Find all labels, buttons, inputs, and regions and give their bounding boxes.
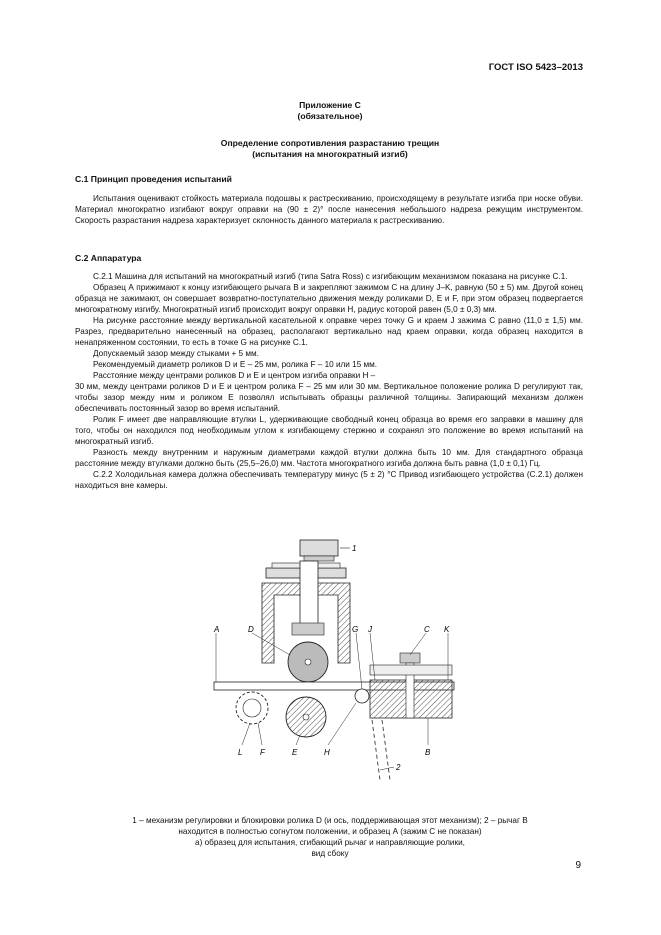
label-k: K — [444, 625, 450, 634]
mandrel-h — [355, 689, 369, 703]
label-e: E — [292, 748, 298, 757]
caption-line: находится в полностью согнутом положении, и образец А (зажим С не показан) — [178, 827, 482, 836]
paragraph: Испытания оценивают стойкость материала подошвы к растрескиванию, происходящему в результате изгиба при носке обуви. Материал многократно изгибают вокруг оправки на (90 ± 2)° после нанесения небольшого надреза режущим инструментом. Скорость разрастания надреза характеризует склонность данного материала к растрескиванию. — [75, 194, 583, 225]
paragraph: С.2.2 Холодильная камера должна обеспечивать температуру минус (5 ± 2) °С Привод изгибающего устройства (С.2.1) должен находиться вне камеры. — [75, 470, 583, 490]
paragraph: На рисунке расстояние между вертикальной касательной к оправке через точку G и краем J зажима С равно (11,0 ± 1,5) мм. Разрез, предварительно нанесенный на образец, располагают вертикально над краем оправки, когда образец находится в ненапряженном состоянии, то есть в точке G на рисунке С.1. — [75, 316, 583, 347]
section-2-body — [75, 271, 583, 491]
section-1-title: С.1 Принцип проведения испытаний — [75, 174, 232, 184]
standard-number: ГОСТ ISO 5423–2013 — [488, 62, 583, 73]
paragraph: 30 мм, между центрами роликов D и E и центром ролика F – 25 мм или 30 мм. Вертикальное положение ролика D регулируют так, чтобы зазор между ним и роликом Е позволял испытывать образцы различной толщины. Запирающий механизм должен обеспечивать постоянный зазор во время испытаний. — [75, 382, 583, 413]
section-2-title: С.2 Аппаратура — [75, 253, 142, 263]
page-number: 9 — [575, 860, 581, 871]
paragraph: Расстояние между центрами роликов D и E и центром изгиба оправки Н – — [93, 371, 376, 380]
roller-f — [236, 692, 268, 724]
appendix-heading-line2: (испытания на многократный изгиб) — [252, 149, 408, 159]
paragraph: Ролик F имеет две направляющие втулки L, удерживающие свободный конец образца во время его заправки в машину для того, чтобы он находился под необходимым углом к изгибающему стержню и сохранял это положение во время испытаний на многократный изгиб. — [75, 415, 583, 446]
label-1: 1 — [352, 544, 357, 553]
appendix-subtitle: (обязательное) — [297, 111, 363, 121]
appendix-title: Приложение С — [299, 100, 361, 110]
section-1-body — [75, 193, 583, 226]
bending-lever-b — [370, 653, 452, 718]
label-g: G — [352, 625, 359, 634]
label-j: J — [368, 625, 372, 634]
label-2: 2 — [396, 763, 401, 772]
label-c: C — [424, 625, 430, 634]
caption-line: а) образец для испытания, сгибающий рычаг и направляющие ролики, — [195, 838, 465, 847]
flexing-machine-diagram — [200, 535, 470, 810]
figure-caption — [75, 815, 585, 859]
label-f: F — [260, 748, 265, 757]
paragraph: Допускаемый зазор между стыками + 5 мм. — [93, 349, 259, 358]
label-b: B — [425, 748, 431, 757]
caption-line: 1 – механизм регулировки и блокировки ролика D (и ось, поддерживающая этот механизм); 2 – рычаг В — [132, 816, 528, 825]
caption-line: вид сбоку — [311, 849, 349, 858]
paragraph: Разность между внутренним и наружным диаметрами каждой втулки должна быть 10 мм. Для стандартного образца расстояние между втулками должно быть (25,5–26,0) мм. Частота многократного изгиба должна быть равна (1,0 ± 0,1) Гц. — [75, 448, 583, 468]
paragraph: С.2.1 Машина для испытаний на многократный изгиб (типа Satra Ross) с изгибающим механизмом показана на рисунке С.1. — [93, 272, 568, 281]
label-h: H — [324, 748, 330, 757]
label-l: L — [238, 748, 243, 757]
label-d: D — [248, 625, 254, 634]
paragraph: Рекомендуемый диаметр роликов D и E – 25 мм, ролика F – 10 или 15 мм. — [93, 360, 378, 369]
paragraph: Образец А прижимают к концу изгибающего рычага В и закрепляют зажимом С на длину J–K, равную (50 ± 5) мм. Другой конец образца не зажимают, он совершает возвратно-поступательно движения между роликами D, Е и F, при этом образец подвергается многократному изгибу. Многократный изгиб происходит вокруг оправки Н, радиус которой равен (5,0 ± 0,3) мм. — [75, 283, 583, 314]
appendix-heading-line1: Определение сопротивления разрастанию трещин — [220, 138, 440, 148]
label-a: A — [214, 625, 220, 634]
